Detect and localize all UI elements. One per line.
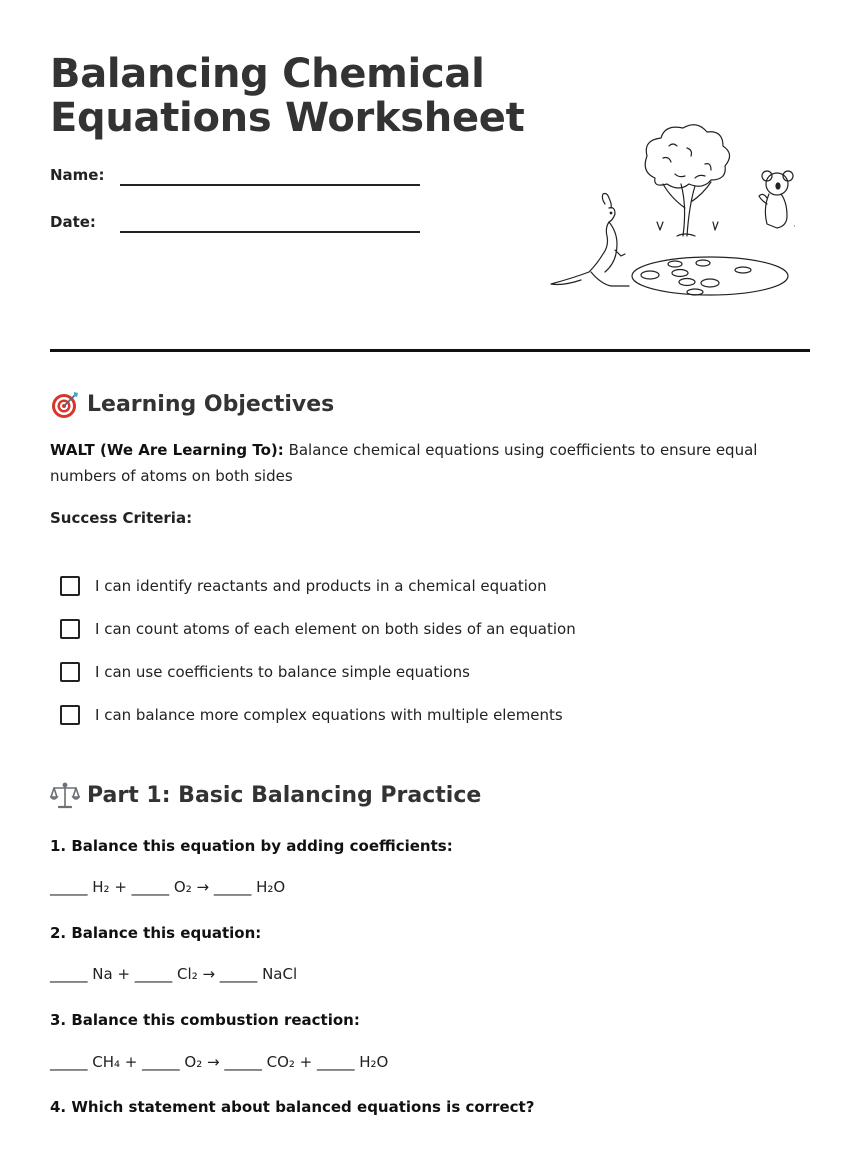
- koala-icon: [759, 171, 795, 228]
- question-3-equation[interactable]: _____ CH₄ + _____ O₂ → _____ CO₂ + _____ H₂O: [50, 1053, 389, 1071]
- question-2-prompt: 2. Balance this equation:: [50, 924, 262, 942]
- title-line-2: Equations Worksheet: [50, 95, 525, 141]
- worksheet-page: [50, 0, 810, 1161]
- name-line[interactable]: [120, 184, 420, 186]
- criterion-item[interactable]: [60, 659, 470, 685]
- criterion-item[interactable]: [60, 702, 563, 728]
- date-label: Date:: [50, 213, 96, 231]
- learning-objectives-title: Learning Objectives: [87, 391, 335, 417]
- question-1-equation[interactable]: _____ H₂ + _____ O₂ → _____ H₂O: [50, 878, 286, 896]
- criterion-checkbox[interactable]: [60, 576, 80, 596]
- kangaroo-icon: [551, 194, 629, 287]
- date-line[interactable]: [120, 231, 420, 233]
- walt-label: WALT (We Are Learning To):: [50, 441, 284, 459]
- question-2-equation[interactable]: _____ Na + _____ Cl₂ → _____ NaCl: [50, 965, 298, 983]
- criterion-checkbox[interactable]: [60, 662, 80, 682]
- header-divider: [50, 349, 810, 352]
- part1-heading: [50, 780, 481, 810]
- part1-title: Part 1: Basic Balancing Practice: [87, 782, 482, 808]
- walt-text: Balance chemical equations using coefficients to ensure equal numbers of atoms on both sides: [50, 441, 758, 485]
- question-4-prompt: 4. Which statement about balanced equations is correct?: [50, 1098, 535, 1116]
- criterion-text: I can identify reactants and products in a chemical equation: [95, 577, 547, 595]
- billabong-icon: [632, 257, 788, 295]
- criterion-text: I can count atoms of each element on both sides of an equation: [95, 620, 576, 638]
- name-field[interactable]: [50, 166, 420, 196]
- success-criteria-label: Success Criteria:: [50, 509, 193, 527]
- criterion-checkbox[interactable]: [60, 619, 80, 639]
- date-field[interactable]: [50, 213, 420, 243]
- walt-statement: [50, 437, 810, 489]
- criterion-item[interactable]: [60, 616, 576, 642]
- name-label: Name:: [50, 166, 105, 184]
- criterion-text: I can use coefficients to balance simple equations: [95, 663, 470, 681]
- question-3-prompt: 3. Balance this combustion reaction:: [50, 1011, 360, 1029]
- target-dart-icon: [50, 389, 80, 419]
- title-line-1: Balancing Chemical: [50, 51, 485, 97]
- criterion-checkbox[interactable]: [60, 705, 80, 725]
- learning-objectives-heading: [50, 389, 334, 419]
- page-title: [50, 52, 524, 140]
- balance-scale-icon: [50, 780, 80, 810]
- criterion-text: I can balance more complex equations with multiple elements: [95, 706, 563, 724]
- australian-animals-illustration: [545, 118, 795, 303]
- criterion-item[interactable]: [60, 573, 547, 599]
- question-1-prompt: 1. Balance this equation by adding coefficients:: [50, 837, 453, 855]
- gum-tree-icon: [645, 125, 729, 236]
